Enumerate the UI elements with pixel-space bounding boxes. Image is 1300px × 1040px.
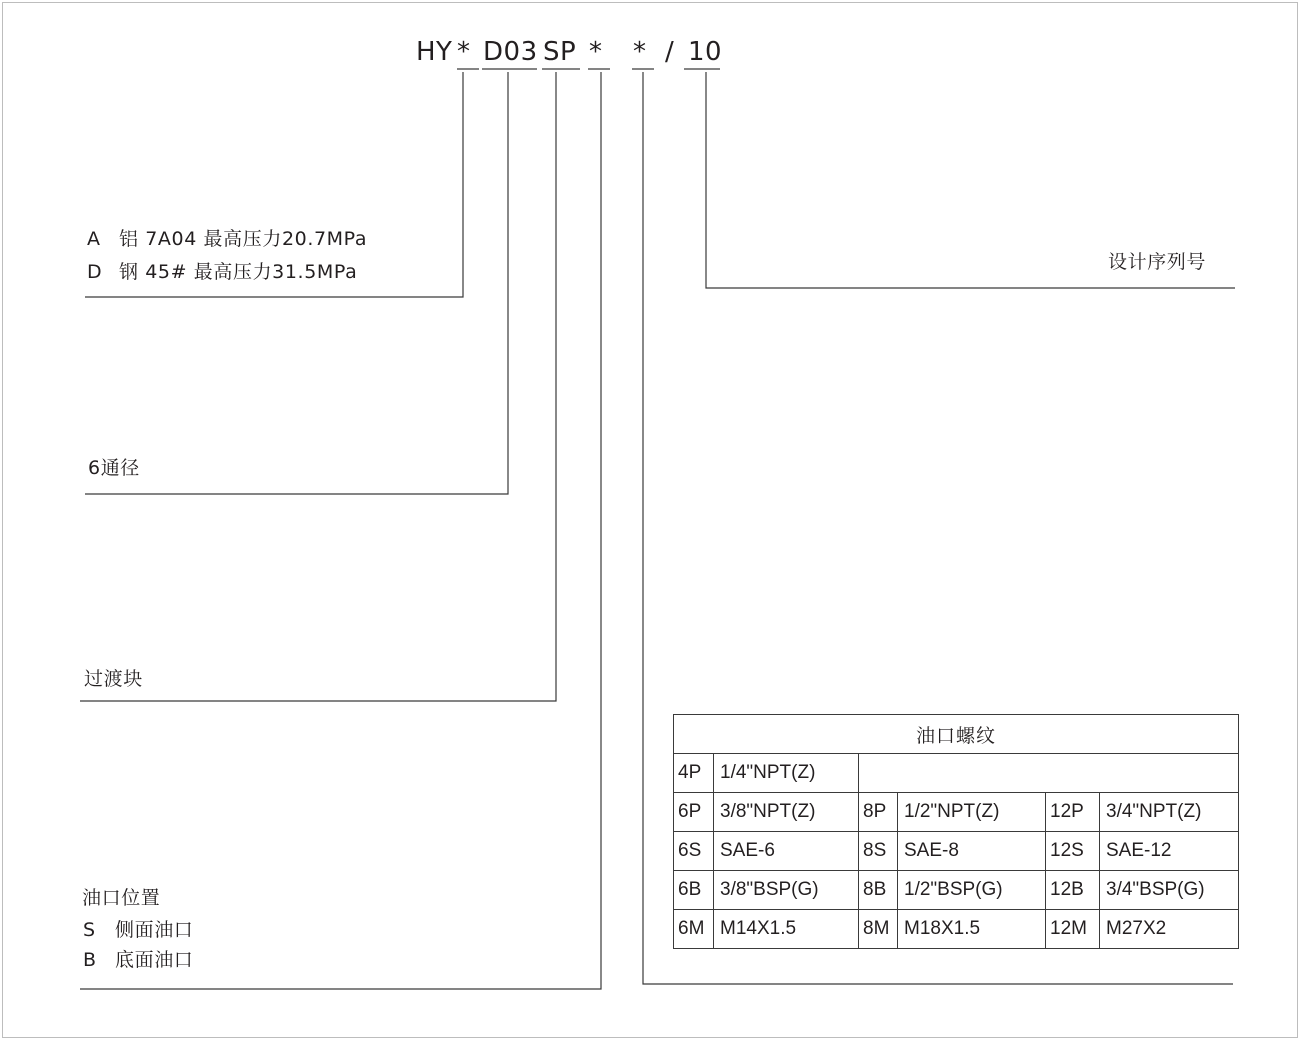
thread-code: 6S xyxy=(674,832,714,871)
thread-value: SAE-12 xyxy=(1100,832,1239,871)
material-code-d: D xyxy=(87,261,103,283)
table-row xyxy=(674,754,1239,793)
thread-code: 8P xyxy=(859,793,898,832)
code-port-position-placeholder: * xyxy=(589,37,603,67)
thread-code: 6M xyxy=(674,910,714,949)
thread-value: SAE-6 xyxy=(714,832,859,871)
thread-value: M14X1.5 xyxy=(714,910,859,949)
thread-value: 1/4"NPT(Z) xyxy=(714,754,859,793)
code-material-placeholder: * xyxy=(457,37,471,67)
thread-code: 12P xyxy=(1046,793,1100,832)
thread-code: 4P xyxy=(674,754,714,793)
thread-value: 3/8"NPT(Z) xyxy=(714,793,859,832)
table-row xyxy=(674,832,1239,871)
leader-adapter xyxy=(80,72,556,701)
table-row xyxy=(674,910,1239,949)
code-thread-placeholder: * xyxy=(633,37,647,67)
thread-value: 3/4"BSP(G) xyxy=(1100,871,1239,910)
leader-bore xyxy=(85,72,508,494)
thread-code: 6B xyxy=(674,871,714,910)
material-text-a: 铝 7A04 最高压力20.7MPa xyxy=(119,228,368,250)
table-row xyxy=(674,793,1239,832)
table-header-row xyxy=(674,715,1239,754)
thread-code: 12M xyxy=(1046,910,1100,949)
code-adapter: SP xyxy=(543,37,577,67)
leader-port-position xyxy=(80,72,601,989)
design-series-label: 设计序列号 xyxy=(1108,251,1207,273)
material-text-d: 钢 45# 最高压力31.5MPa xyxy=(119,261,358,283)
thread-code: 12B xyxy=(1046,871,1100,910)
thread-value: M27X2 xyxy=(1100,910,1239,949)
port-position-code-b: B xyxy=(83,949,97,971)
thread-value: 3/8"BSP(G) xyxy=(714,871,859,910)
material-code-a: A xyxy=(87,228,101,250)
thread-value: M18X1.5 xyxy=(898,910,1046,949)
thread-value: SAE-8 xyxy=(898,832,1046,871)
table-row xyxy=(674,871,1239,910)
table-title: 油口螺纹 xyxy=(674,715,1239,754)
code-prefix: HY xyxy=(416,37,453,67)
bore-size-label: 6通径 xyxy=(88,457,140,479)
thread-code: 8M xyxy=(859,910,898,949)
port-position-code-s: S xyxy=(83,919,96,941)
thread-value: 1/2"NPT(Z) xyxy=(898,793,1046,832)
port-thread-table xyxy=(673,714,1239,949)
port-position-text-b: 底面油口 xyxy=(115,949,194,971)
thread-code: 8B xyxy=(859,871,898,910)
empty-cell xyxy=(859,754,1239,793)
thread-code: 6P xyxy=(674,793,714,832)
thread-code: 8S xyxy=(859,832,898,871)
code-series: 10 xyxy=(688,37,723,67)
thread-value: 3/4"NPT(Z) xyxy=(1100,793,1239,832)
thread-value: 1/2"BSP(G) xyxy=(898,871,1046,910)
port-position-text-s: 侧面油口 xyxy=(115,919,194,941)
code-bore: D03 xyxy=(483,37,538,67)
code-separator: / xyxy=(665,37,675,67)
thread-code: 12S xyxy=(1046,832,1100,871)
port-position-title: 油口位置 xyxy=(82,887,161,909)
adapter-block-label: 过渡块 xyxy=(84,668,143,690)
